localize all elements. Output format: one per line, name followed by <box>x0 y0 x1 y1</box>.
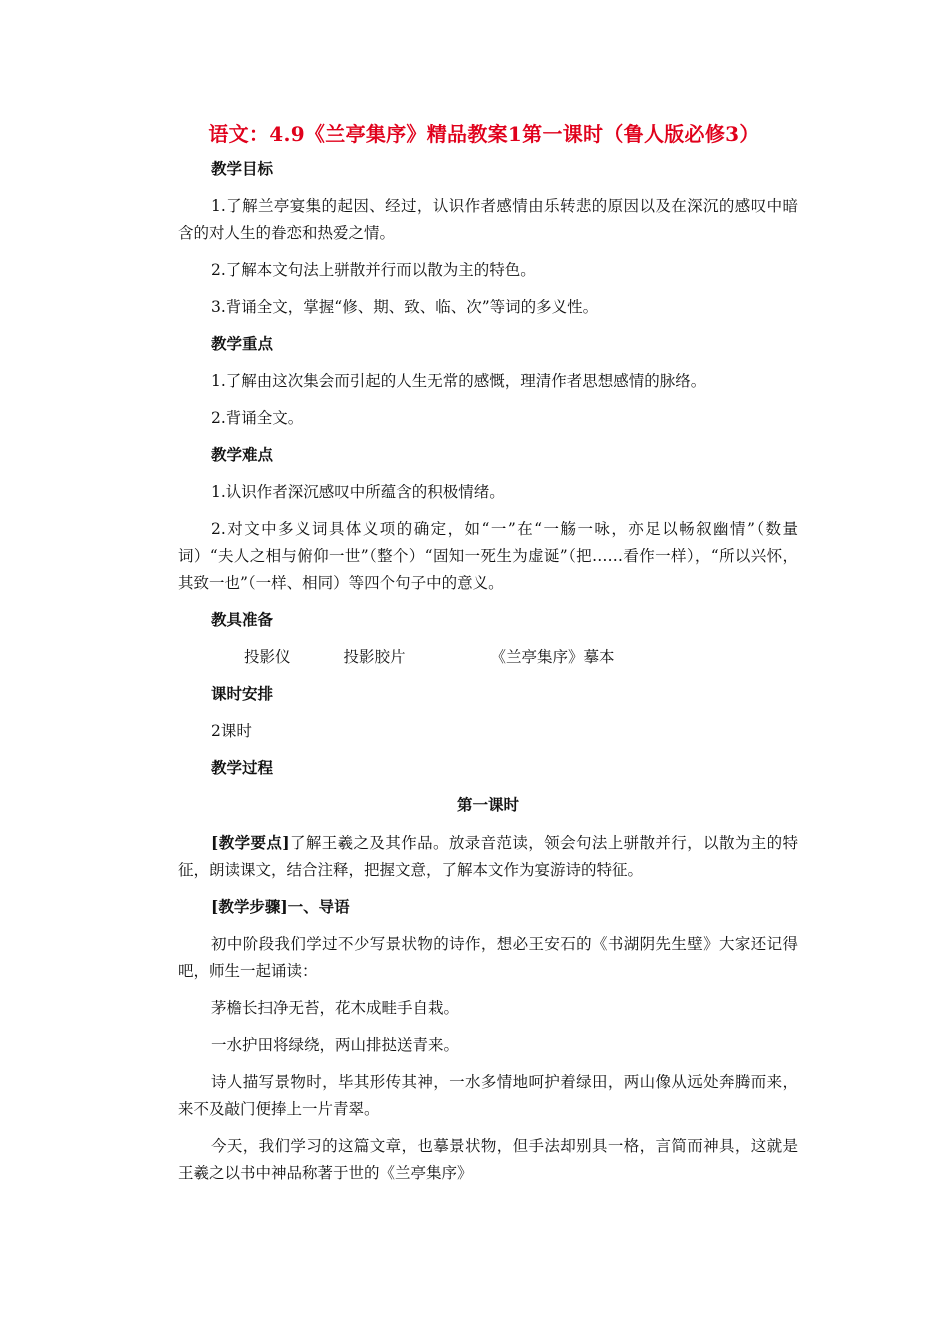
teaching-points <box>178 829 798 884</box>
goal-item: 3.背诵全文，掌握“修、期、致、临、次”等词的多义性。 <box>211 298 599 316</box>
key-item: 2.背诵全文。 <box>211 409 304 427</box>
heading-tools: 教具准备 <box>211 610 274 629</box>
difficult-item: 2.对文中多义词具体义项的确定，如“一”在“一觞一咏，亦足以畅叙幽情”（数量词）“夫人之相与俯仰一世”（整个）“固知一死生为虚诞”（把……看作一样），“所以兴怀，其致一也”（一样、相同）等四个句子中的意义。 <box>178 520 798 592</box>
teaching-points-label: [教学要点] <box>211 833 290 852</box>
body-paragraph: 诗人描写景物时，毕其形传其神，一水多情地呵护着绿田，两山像从远处奔腾而来，来不及敲门便捧上一片青翠。 <box>178 1073 798 1118</box>
goal-item: 1.了解兰亭宴集的起因、经过，认识作者感情由乐转悲的原因以及在深沉的感叹中暗含的对人生的眷恋和热爱之情。 <box>178 197 798 242</box>
poem-line: 茅檐长扫净无苔，花木成畦手自栽。 <box>211 999 460 1017</box>
tool-film: 投影胶片 <box>343 648 406 666</box>
tool-facsimile: 《兰亭集序》摹本 <box>490 648 615 666</box>
teaching-points-text: 了解王羲之及其作品。放录音范读，领会句法上骈散并行，以散为主的特征，朗读课文，结合注释，把握文意，了解本文作为宴游诗的特征。 <box>178 834 798 879</box>
tools-line <box>178 644 798 671</box>
lesson-title: 第一课时 <box>456 795 519 814</box>
difficult-item: 1.认识作者深沉感叹中所蕴含的积极情绪。 <box>211 483 505 501</box>
body-paragraph: 初中阶段我们学过不少写景状物的诗作，想必王安石的《书湖阴先生壁》大家还记得吧，师生一起诵读： <box>178 935 798 980</box>
heading-difficulties: 教学难点 <box>211 445 274 464</box>
tool-projector: 投影仪 <box>244 648 291 666</box>
teaching-steps-heading: [教学步骤]一、导语 <box>211 897 350 916</box>
heading-goals: 教学目标 <box>211 159 274 178</box>
heading-process: 教学过程 <box>211 758 274 777</box>
goal-item: 2.了解本文句法上骈散并行而以散为主的特色。 <box>211 261 536 279</box>
document-title: 语文：4.9《兰亭集序》精品教案1第一课时（鲁人版必修3） <box>208 122 760 146</box>
key-item: 1.了解由这次集会而引起的人生无常的感慨，理清作者思想感情的脉络。 <box>211 372 707 390</box>
document-page <box>178 118 798 1197</box>
body-paragraph: 今天，我们学习的这篇文章，也摹景状物，但手法却别具一格，言简而神具，这就是王羲之以书中神品称著于世的《兰亭集序》 <box>178 1137 798 1182</box>
schedule-text: 2课时 <box>211 722 252 740</box>
poem-line: 一水护田将绿绕，两山排挞送青来。 <box>211 1036 460 1054</box>
heading-schedule: 课时安排 <box>211 684 274 703</box>
heading-key-points: 教学重点 <box>211 334 274 353</box>
